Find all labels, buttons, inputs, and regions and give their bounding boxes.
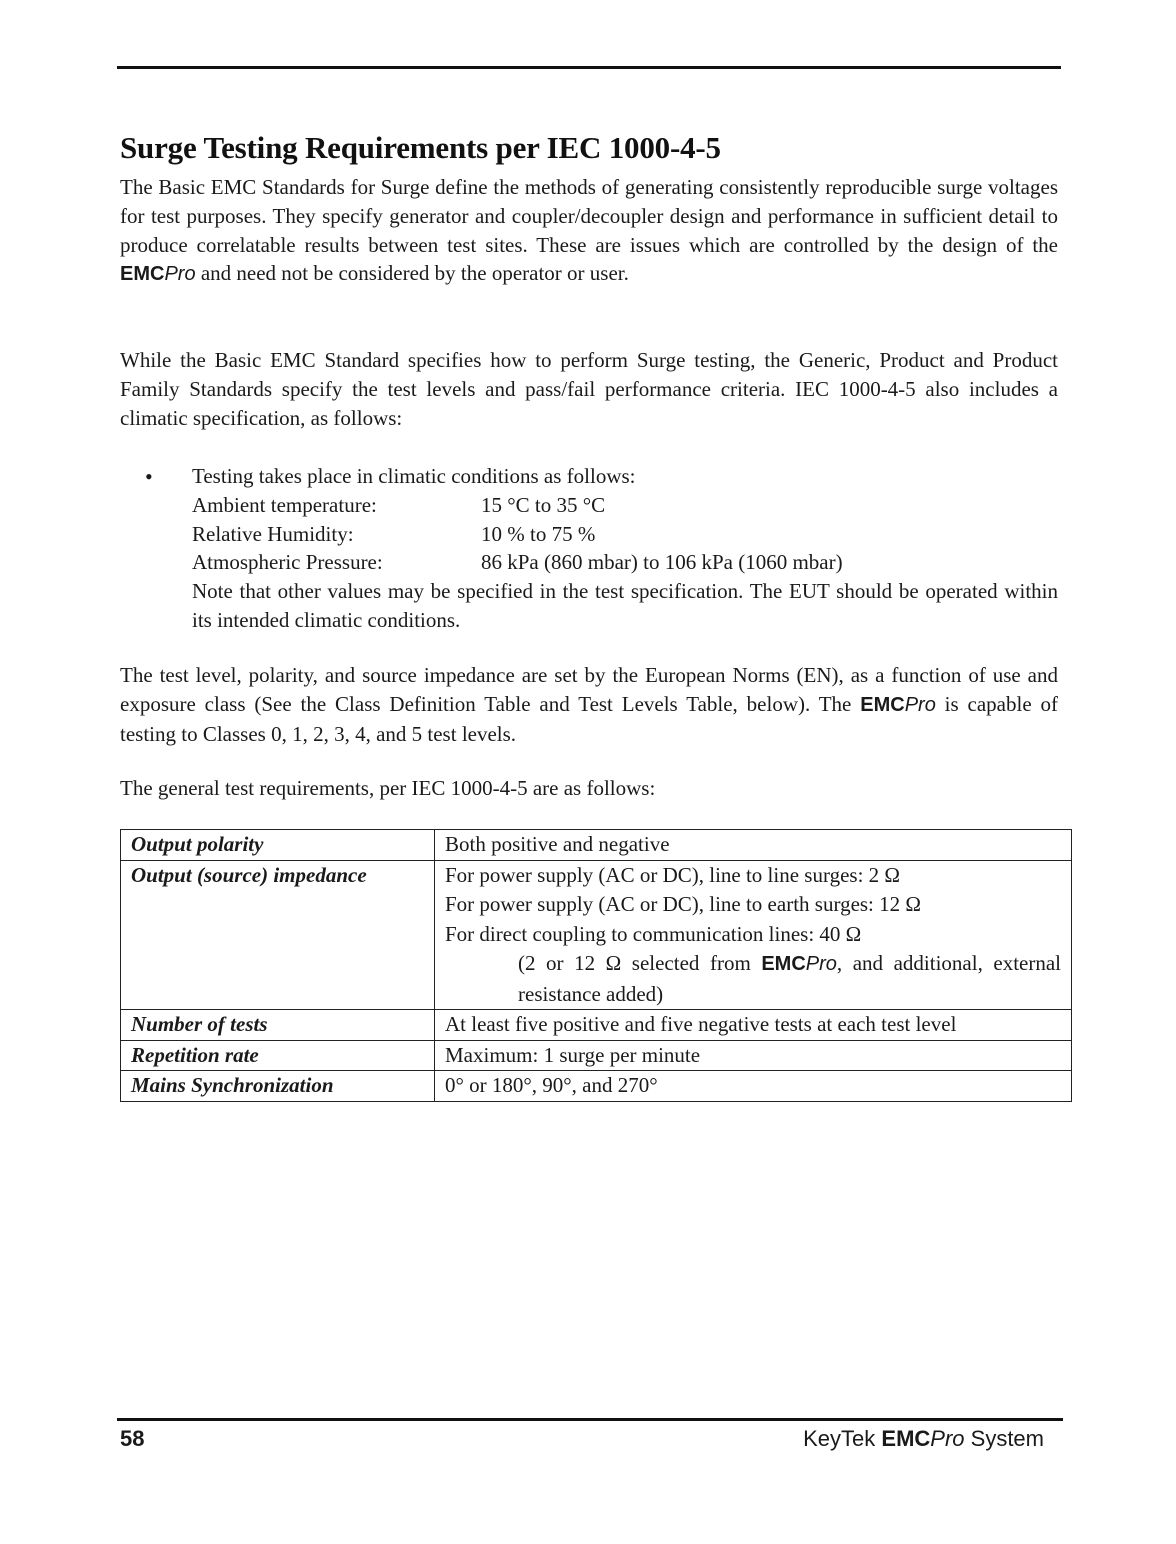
- requirements-table: [120, 829, 1072, 1102]
- row-value: 0° or 180°, 90°, and 270°: [435, 1071, 1072, 1102]
- intro-text-end: and need not be considered by the operator or user.: [195, 261, 629, 286]
- row-value: For power supply (AC or DC), line to line surges: 2 Ω For power supply (AC or DC), line to earth surges: 12 Ω For direct coupling to communication lines: 40 Ω (2 or 12 Ω selected from EMCPro, and additional, external resistance added): [435, 860, 1072, 1010]
- table-row: [121, 1071, 1072, 1102]
- brand-name: EMCPro: [860, 693, 936, 716]
- table-row: [121, 830, 1072, 861]
- intro-paragraph: [120, 173, 1058, 289]
- table-row: [121, 1040, 1072, 1071]
- conditions-lead: Testing takes place in climatic conditions as follows:: [192, 464, 636, 488]
- row-value: At least five positive and five negative tests at each test level: [435, 1010, 1072, 1041]
- footer-brand: KeyTek EMCPro System: [803, 1426, 1044, 1451]
- condition-row: Atmospheric Pressure: 86 kPa (860 mbar) to 106 kPa (1060 mbar): [192, 550, 843, 575]
- condition-row: Ambient temperature: 15 °C to 35 °C: [192, 492, 606, 517]
- test-level-paragraph: The test level, polarity, and source impedance are set by the European Norms (EN), as a function of use and exposure class (See the Class Definition Table and Test Levels Table, below). The EMCPro is capable of testing to Classes 0, 1, 2, 3, 4, and 5 test levels.: [120, 663, 1059, 746]
- bullet-icon: •: [145, 464, 153, 489]
- page-number: 58: [120, 1426, 145, 1451]
- row-label: Mains Synchronization: [121, 1071, 435, 1102]
- table-row: [121, 860, 1072, 1010]
- header-rule: [117, 66, 1061, 69]
- row-value: Maximum: 1 surge per minute: [435, 1040, 1072, 1071]
- page-title: Surge Testing Requirements per IEC 1000-4-5: [120, 130, 721, 165]
- row-label: Repetition rate: [121, 1040, 435, 1071]
- intro-text: The Basic EMC Standards for Surge define the methods of generating consistently reproducible surge voltages for test purposes. They specify generator and coupler/decoupler design and performance in sufficient detail to produce correlatable results between test sites. These are issues which are controlled by the design of the: [120, 175, 1058, 257]
- footer-rule: [117, 1418, 1063, 1421]
- row-value: Both positive and negative: [435, 830, 1072, 861]
- row-label: Number of tests: [121, 1010, 435, 1041]
- standards-paragraph: While the Basic EMC Standard specifies how to perform Surge testing, the Generic, Product and Product Family Standards specify the test levels and pass/fail performance criteria. IEC 1000-4-5 also includes a climatic specification, as follows:: [120, 348, 1058, 430]
- row-label: Output polarity: [121, 830, 435, 861]
- table-row: [121, 1010, 1072, 1041]
- brand-name: EMCPro: [120, 263, 196, 286]
- row-label: Output (source) impedance: [121, 860, 435, 1010]
- requirements-intro: The general test requirements, per IEC 1000-4-5 are as follows:: [120, 776, 656, 800]
- condition-row: Relative Humidity: 10 % to 75 %: [192, 521, 596, 546]
- conditions-note: Note that other values may be specified in the test specification. The EUT should be operated within its intended climatic conditions.: [192, 579, 1058, 632]
- climatic-conditions: [192, 462, 1058, 635]
- impedance-note: (2 or 12 Ω selected from EMCPro, and additional, external resistance added): [518, 951, 1061, 1006]
